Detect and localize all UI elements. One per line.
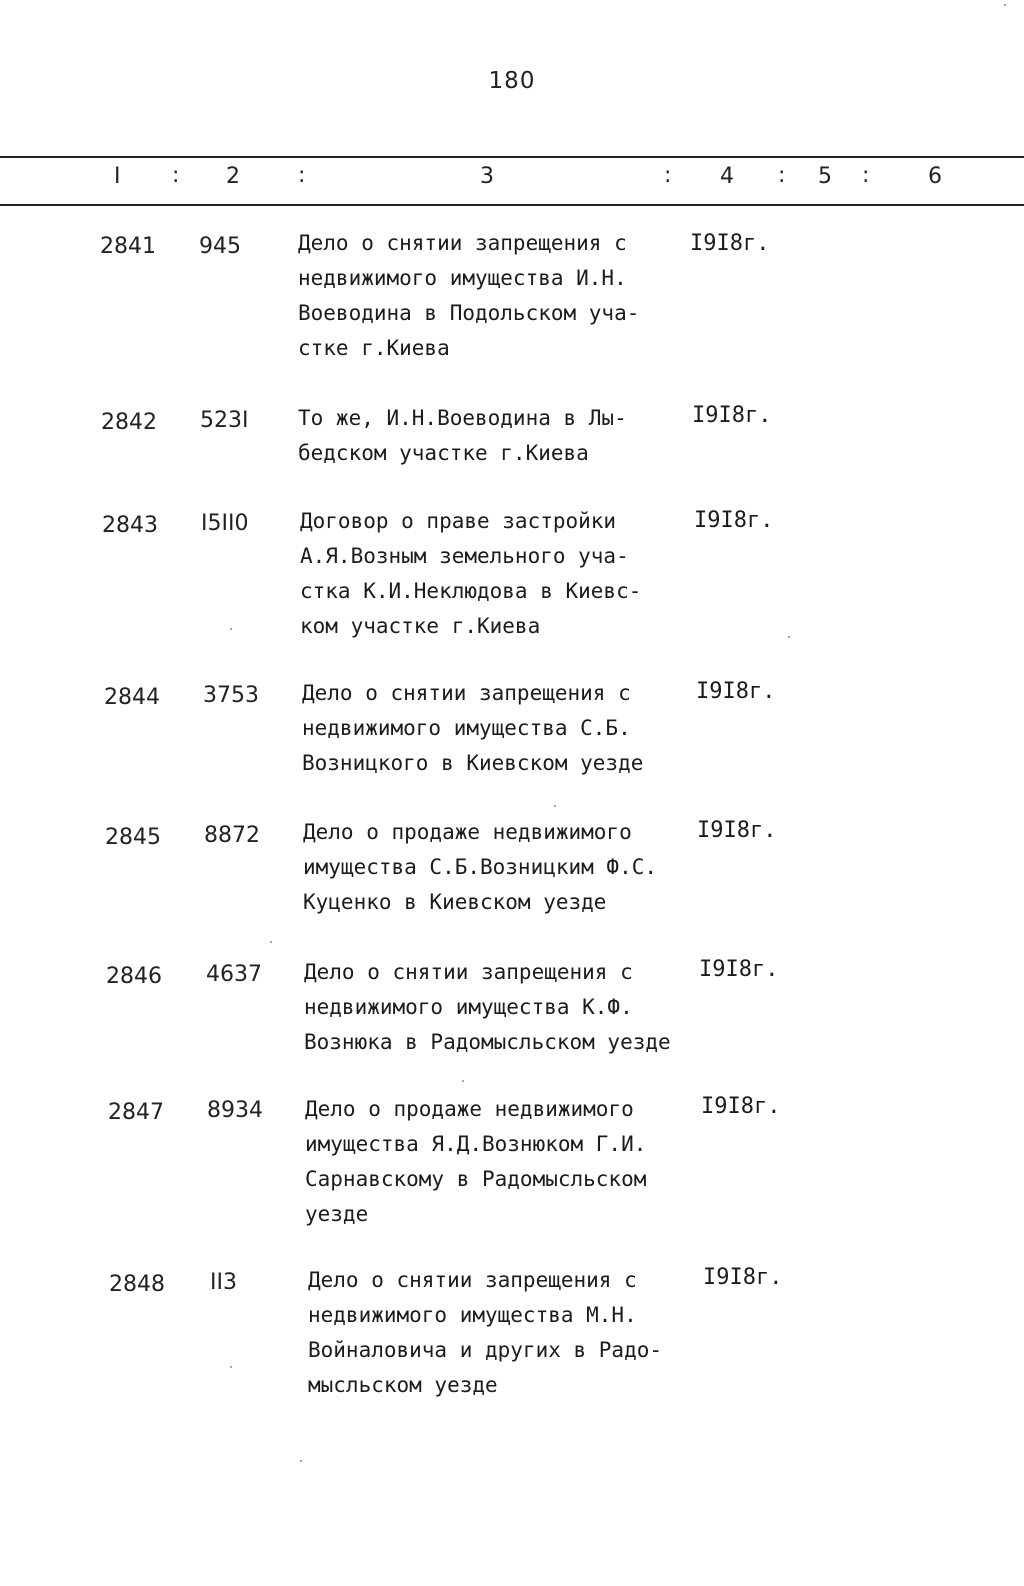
entry-description: Договор о праве застройки А.Я.Возным земельного уча- стка К.И.Неклюдова в Киевс- ком участке г.Киева (300, 509, 642, 638)
column-separator: : (778, 163, 786, 188)
entry-year: I9I8г. (699, 957, 779, 982)
entry-number: 2843 (102, 513, 158, 538)
file-number: 4637 (206, 962, 262, 987)
entry-year: I9I8г. (701, 1094, 781, 1119)
file-number: 3753 (203, 683, 259, 708)
entry-year: I9I8г. (697, 818, 777, 843)
entry-description: То же, И.Н.Воеводина в Лы- бедском участке г.Киева (298, 406, 627, 465)
column-separator: : (172, 163, 180, 188)
entry-number: 2844 (104, 685, 160, 710)
entry-description: Дело о снятии запрещения с недвижимого имущества С.Б. Возницкого в Киевском уезде (302, 681, 644, 775)
file-number: II3 (210, 1270, 237, 1295)
column-separator: : (298, 163, 306, 188)
entry-number: 2845 (105, 825, 161, 850)
entry-description: Дело о снятии запрещения с недвижимого имущества М.Н. Войналовича и других в Радо- мысльском уезде (308, 1268, 663, 1397)
entry-year: I9I8г. (703, 1265, 783, 1290)
entry-number: 2847 (108, 1100, 164, 1125)
column-header-5: 5 (818, 164, 832, 189)
scan-speck (554, 805, 556, 807)
file-number: 945 (199, 234, 241, 259)
column-header-6: 6 (928, 164, 942, 189)
file-number: 8934 (207, 1098, 263, 1123)
entry-description: Дело о снятии запрещения с недвижимого имущества К.Ф. Вознюка в Радомысльском уезде (304, 960, 671, 1054)
scan-speck (788, 636, 790, 638)
entry-number: 2842 (101, 410, 157, 435)
column-separator: : (664, 163, 672, 188)
scan-speck (230, 1366, 232, 1368)
column-separator: : (862, 163, 870, 188)
entry-year: I9I8г. (694, 508, 774, 533)
entry-description: Дело о продаже недвижимого имущества С.Б.Возницким Ф.С. Куценко в Киевском уезде (303, 820, 658, 914)
entry-number: 2841 (100, 234, 156, 259)
column-header-3: 3 (480, 164, 494, 189)
scan-speck (230, 628, 232, 630)
column-header-4: 4 (720, 164, 734, 189)
entry-number: 2846 (106, 964, 162, 989)
column-header-1: I (114, 164, 121, 189)
file-number: I5II0 (201, 511, 249, 536)
entry-year: I9I8г. (696, 679, 776, 704)
column-header-2: 2 (226, 164, 240, 189)
scan-speck (462, 1080, 464, 1082)
entry-number: 2848 (109, 1272, 165, 1297)
scan-speck (270, 941, 272, 943)
entry-description: Дело о продаже недвижимого имущества Я.Д.Вознюком Г.И. Сарнавскому в Радомысльском уезде (305, 1097, 647, 1226)
entry-year: I9I8г. (692, 403, 772, 428)
page-number: 180 (488, 68, 536, 94)
entry-year: I9I8г. (690, 231, 770, 256)
scan-speck (300, 1460, 302, 1462)
table-header-bottom-rule (0, 204, 1024, 206)
file-number: 523I (200, 408, 249, 433)
table-header-top-rule (0, 156, 1024, 158)
entry-description: Дело о снятии запрещения с недвижимого имущества И.Н. Воеводина в Подольском уча- стке г.Киева (298, 231, 640, 360)
file-number: 8872 (204, 823, 260, 848)
scan-speck (1004, 4, 1006, 6)
